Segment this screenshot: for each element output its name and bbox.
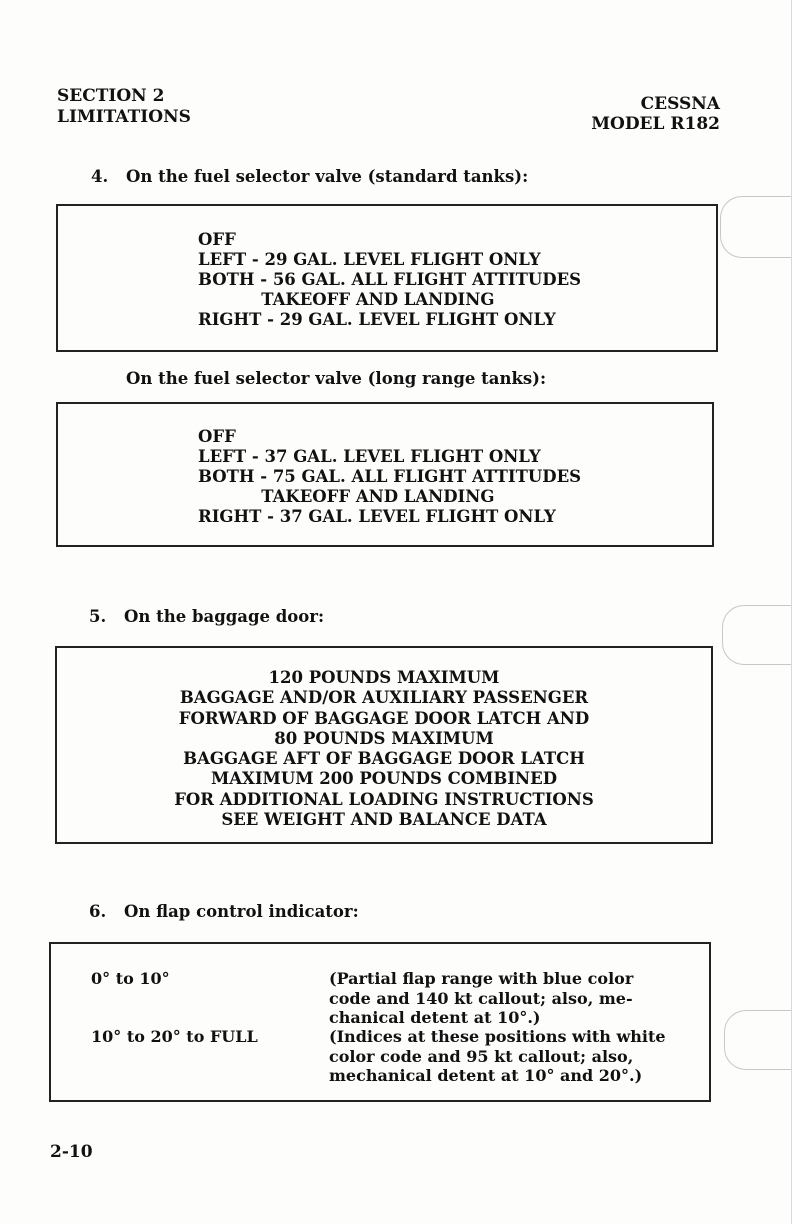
item-5-number: 5. xyxy=(89,607,107,626)
placard-line: TAKEOFF AND LANDING xyxy=(198,487,495,506)
description-line: (Partial flap range with blue color xyxy=(329,969,634,988)
placard-line: 80 POUNDS MAXIMUM xyxy=(274,728,494,748)
placard-line: OFF xyxy=(198,230,236,249)
item-6-number: 6. xyxy=(89,902,107,921)
placard-line: BOTH - 75 GAL. ALL FLIGHT ATTITUDES xyxy=(198,467,582,486)
item-6-text: On flap control indicator: xyxy=(124,902,359,921)
placard-line: MAXIMUM 200 POUNDS COMBINED xyxy=(210,769,558,789)
item-5-text: On the baggage door: xyxy=(124,607,325,626)
long-range-text: On the fuel selector valve (long range tanks): xyxy=(126,369,547,388)
description-line: color code and 95 kt callout; also, xyxy=(329,1046,634,1066)
section-subtitle: LIMITATIONS xyxy=(57,107,191,127)
placard-line: OFF xyxy=(198,427,236,446)
placard-line: 120 POUNDS MAXIMUM xyxy=(268,668,500,687)
flap-indicator-placard xyxy=(49,942,711,1102)
fuel-placard-standard xyxy=(56,204,718,352)
placard-line: TAKEOFF AND LANDING xyxy=(198,290,495,309)
fuel-placard-long-range xyxy=(56,402,714,547)
flap-range-1-description xyxy=(329,969,633,1028)
description-line: (Indices at these positions with white xyxy=(329,1027,666,1046)
placard-line: BAGGAGE AND/OR AUXILIARY PASSENGER xyxy=(179,688,589,708)
description-line: mechanical detent at 10° and 20°.) xyxy=(329,1066,643,1085)
page-edge-tab xyxy=(722,605,792,665)
model-name: MODEL R182 xyxy=(591,114,720,134)
page-number: 2-10 xyxy=(50,1142,93,1162)
item-4-text: On the fuel selector valve (standard tanks): xyxy=(126,167,529,186)
placard-line: SEE WEIGHT AND BALANCE DATA xyxy=(221,810,547,830)
page-edge-tab xyxy=(720,196,792,258)
flap-range-2: 10° to 20° to FULL xyxy=(91,1027,258,1046)
placard-line: RIGHT - 29 GAL. LEVEL FLIGHT ONLY xyxy=(198,310,556,329)
description-line: chanical detent at 10°.) xyxy=(329,1008,541,1027)
flap-range-1: 0° to 10° xyxy=(91,969,170,988)
item-4-number: 4. xyxy=(91,167,109,186)
description-line: code and 140 kt callout; also, me- xyxy=(329,988,633,1008)
section-title: SECTION 2 xyxy=(57,86,165,106)
flap-range-2-description xyxy=(329,1027,666,1086)
placard-line: BAGGAGE AFT OF BAGGAGE DOOR LATCH xyxy=(183,749,585,769)
placard-line: LEFT - 29 GAL. LEVEL FLIGHT ONLY xyxy=(198,250,541,269)
placard-line: FORWARD OF BAGGAGE DOOR LATCH AND xyxy=(178,708,590,728)
placard-line: LEFT - 37 GAL. LEVEL FLIGHT ONLY xyxy=(198,447,541,466)
placard-line: FOR ADDITIONAL LOADING INSTRUCTIONS xyxy=(174,789,594,809)
brand-name: CESSNA xyxy=(640,94,720,114)
placard-line: RIGHT - 37 GAL. LEVEL FLIGHT ONLY xyxy=(198,507,556,526)
placard-line: BOTH - 56 GAL. ALL FLIGHT ATTITUDES xyxy=(198,270,582,289)
baggage-placard xyxy=(55,646,713,844)
page-edge-tab xyxy=(724,1010,792,1070)
